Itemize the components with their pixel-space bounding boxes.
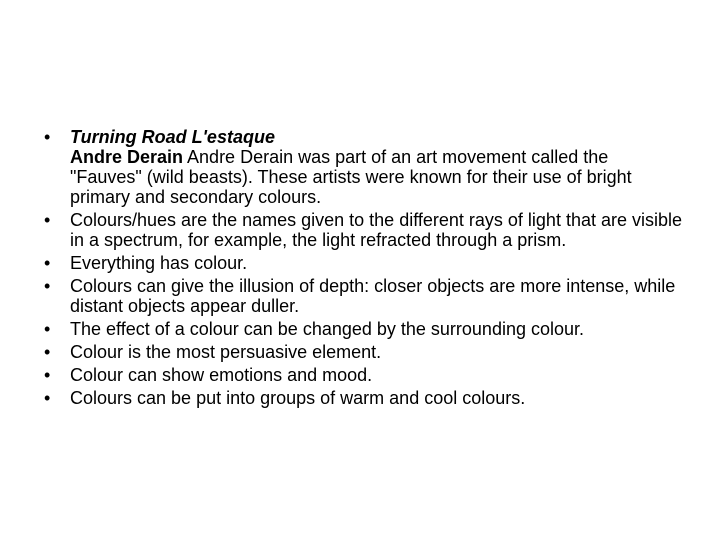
bullet-icon: • — [44, 253, 51, 273]
bullet-icon: • — [44, 319, 51, 339]
list-item — [44, 342, 684, 362]
list-item-text: Colour can show emotions and mood. — [70, 365, 373, 385]
bullet-icon: • — [44, 276, 51, 296]
list-item — [44, 210, 684, 250]
list-item-text: Colours/hues are the names given to the different rays of light that are visible in a spectrum, for example, the light refracted through a prism. — [70, 210, 683, 250]
bullet-icon: • — [44, 342, 51, 362]
bullet-icon: • — [44, 388, 51, 408]
list-item — [44, 276, 684, 316]
list-item-text: Colour is the most persuasive element. — [70, 342, 382, 362]
list-item-text: Colours can give the illusion of depth: closer objects are more intense, while distant objects appear duller. — [70, 276, 676, 316]
artwork-title: Turning Road L'estaque — [70, 127, 275, 147]
list-item-text: Colours can be put into groups of warm and cool colours. — [70, 388, 526, 408]
list-item — [44, 365, 684, 385]
list-item — [44, 127, 684, 207]
artist-name: Andre Derain — [70, 147, 184, 167]
bullet-list — [44, 127, 684, 411]
list-item-text: Everything has colour. — [70, 253, 248, 273]
bullet-icon: • — [44, 365, 51, 385]
bullet-icon: • — [44, 210, 51, 230]
bullet-icon: • — [44, 127, 51, 147]
list-item — [44, 253, 684, 273]
list-item — [44, 319, 684, 339]
list-item-text: Andre Derain was part of an art movement called the "Fauves" (wild beasts). These artists were known for their use of bright primary and secondary colours. — [70, 147, 632, 207]
list-item-text: The effect of a colour can be changed by the surrounding colour. — [70, 319, 585, 339]
list-item — [44, 388, 684, 408]
